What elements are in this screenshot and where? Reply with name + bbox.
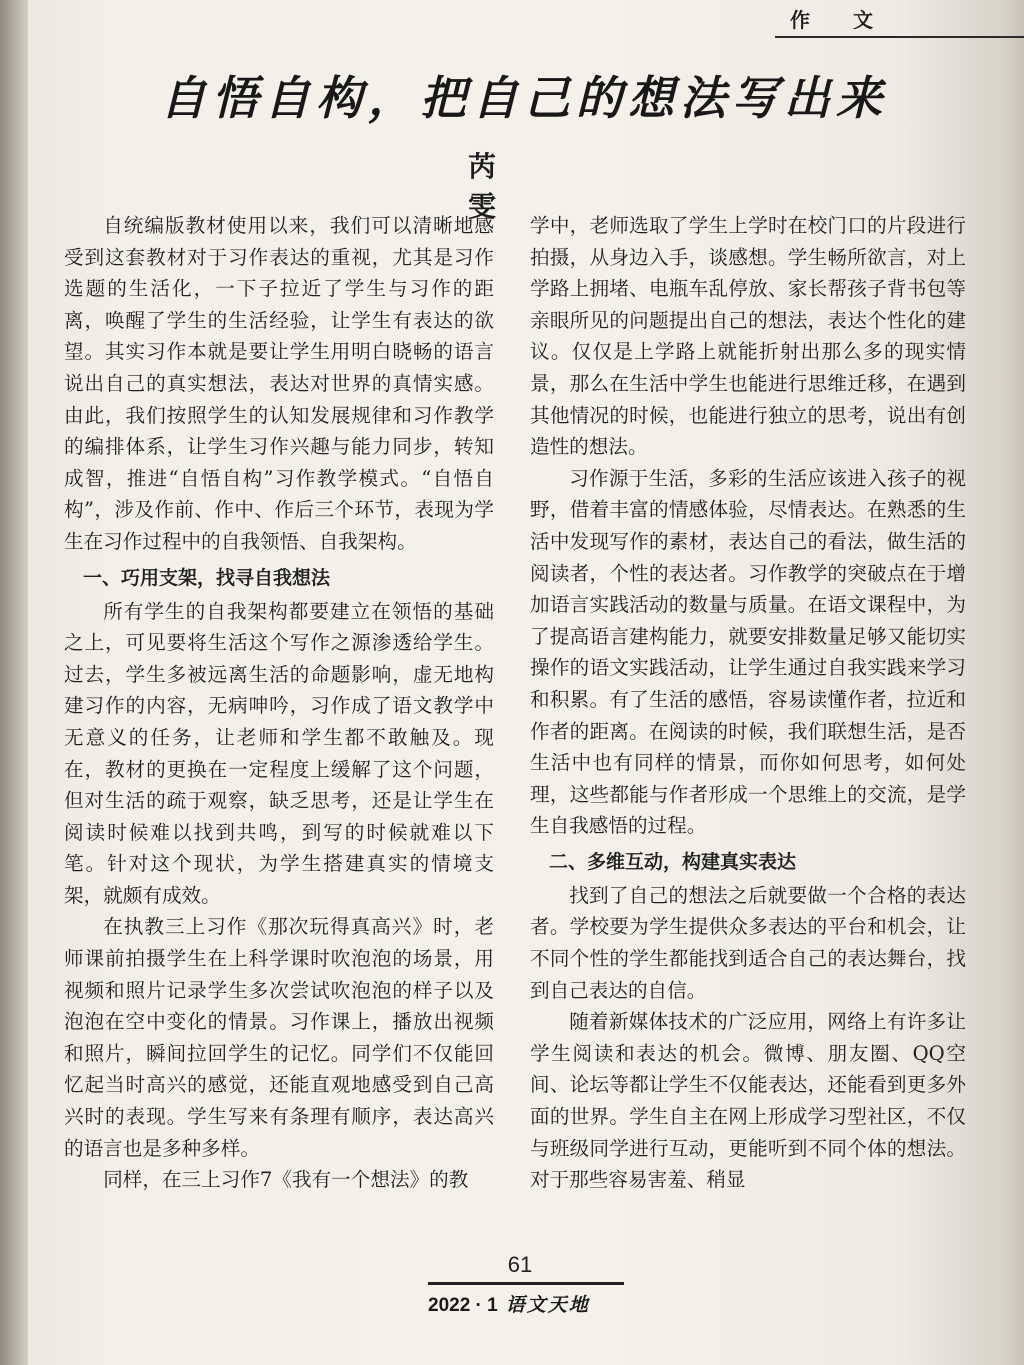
journal-name: 语文天地 bbox=[505, 1294, 590, 1316]
section-heading: 二、多维互动，构建真实表达 bbox=[549, 850, 797, 873]
paragraph: 自统编版教材使用以来，我们可以清晰地感受到这套教材对于习作表达的重视，尤其是习作选题的生活化，一下子拉近了学生与习作的距离，唤醒了学生的生活经验，让学生有表达的欲望。其实习作本就是要让学生用明白晓畅的语言说出自己的真实想法，表达对世界的真情实感。由此，我们按照学生的认知发展规律和习作教学的编排体系，让学生习作兴趣与能力同步，转知成智，推进“自悟自构”习作教学模式。“自悟自构”，涉及作前、作中、作后三个环节，表现为学生在习作过程中的自我领悟、自我架构。 bbox=[64, 214, 494, 553]
paragraph: 找到了自己的想法之后就要做一个合格的表达者。学校要为学生提供众多表达的平台和机会，让不同个性的学生都能找到适合自己的表达舞台，找到自己表达的自信。 bbox=[530, 883, 966, 1002]
paragraph: 学中，老师选取了学生上学时在校门口的片段进行拍摄，从身边入手，谈感想。学生畅所欲言，对上学路上拥堵、电瓶车乱停放、家长帮孩子背书包等亲眼所见的问题提出自己的想法，表达个性化的建议。仅仅是上学路上就能折射出那么多的现实情景，那么在生活中学生也能进行思维迁移，在遇到其他情况的时候，也能进行独立的思考，说出有创造性的想法。 bbox=[530, 214, 966, 459]
article-author: 芮 雯 bbox=[468, 150, 519, 223]
paragraph: 随着新媒体技术的广泛应用，网络上有许多让学生阅读和表达的机会。微博、朋友圈、QQ空间、论坛等都让学生不仅能表达，还能看到更多外面的世界。学生自主在网上形成学习型社区，不仅与班级同学进行互动，更能听到不同个体的想法。对于那些容易害羞、稍显 bbox=[530, 1010, 966, 1192]
footer-rule bbox=[428, 1282, 624, 1285]
paragraph: 习作源于生活，多彩的生活应该进入孩子的视野，借着丰富的情感体验，尽情表达。在熟悉的生活中发现写作的素材，表达自己的看法，做生活的阅读者，个性的表达者。习作教学的突破点在于增加语言实践活动的数量与质量。在语文课程中，为了提高语言建构能力，就要安排数量足够又能切实操作的语文实践活动，让学生通过自我实践来学习和积累。有了生活的感悟，容易读懂作者，拉近和作者的距离。在阅读的时候，我们联想生活，是否生活中也有同样的情景，而你如何思考，如何处理，这些都能与作者形成一个思维上的交流，是学生自我感悟的过程。 bbox=[530, 466, 966, 838]
section-tag-rule bbox=[775, 36, 1024, 38]
paragraph: 同样，在三上习作7《我有一个想法》的教 bbox=[103, 1168, 469, 1192]
article-title: 自悟自构，把自己的想法写出来 bbox=[160, 71, 888, 125]
left-column bbox=[64, 210, 494, 1196]
issue-number: 2022 · 1 bbox=[428, 1295, 498, 1316]
section-tag: 作 文 bbox=[790, 8, 891, 32]
right-column bbox=[530, 210, 966, 1196]
journal-footer bbox=[428, 1290, 648, 1317]
binding-shadow bbox=[0, 0, 28, 1365]
page-number: 61 bbox=[507, 1252, 533, 1277]
section-heading: 一、巧用支架，找寻自我想法 bbox=[83, 566, 331, 589]
paragraph: 所有学生的自我架构都要建立在领悟的基础之上，可见要将生活这个写作之源渗透给学生。过去，学生多被远离生活的命题影响，虚无地构建习作的内容，无病呻吟，习作成了语文教学中无意义的任务，让老师和学生都不敢触及。现在，教材的更换在一定程度上缓解了这个问题，但对生活的疏于观察，缺乏思考，还是让学生在阅读时候难以找到共鸣，到写的时候就难以下笔。针对这个现状，为学生搭建真实的情境支架，就颇有成效。 bbox=[64, 599, 494, 907]
paragraph: 在执教三上习作《那次玩得真高兴》时，老师课前拍摄学生在上科学课时吹泡泡的场景，用视频和照片记录学生多次尝试吹泡泡的样子以及泡泡在空中变化的情景。习作课上，播放出视频和照片，瞬间拉回学生的记忆。同学们不仅能回忆起当时高兴的感觉，还能直观地感受到自己高兴时的表现。学生写来有条理有顺序，表达高兴的语言也是多种多样。 bbox=[64, 915, 494, 1160]
